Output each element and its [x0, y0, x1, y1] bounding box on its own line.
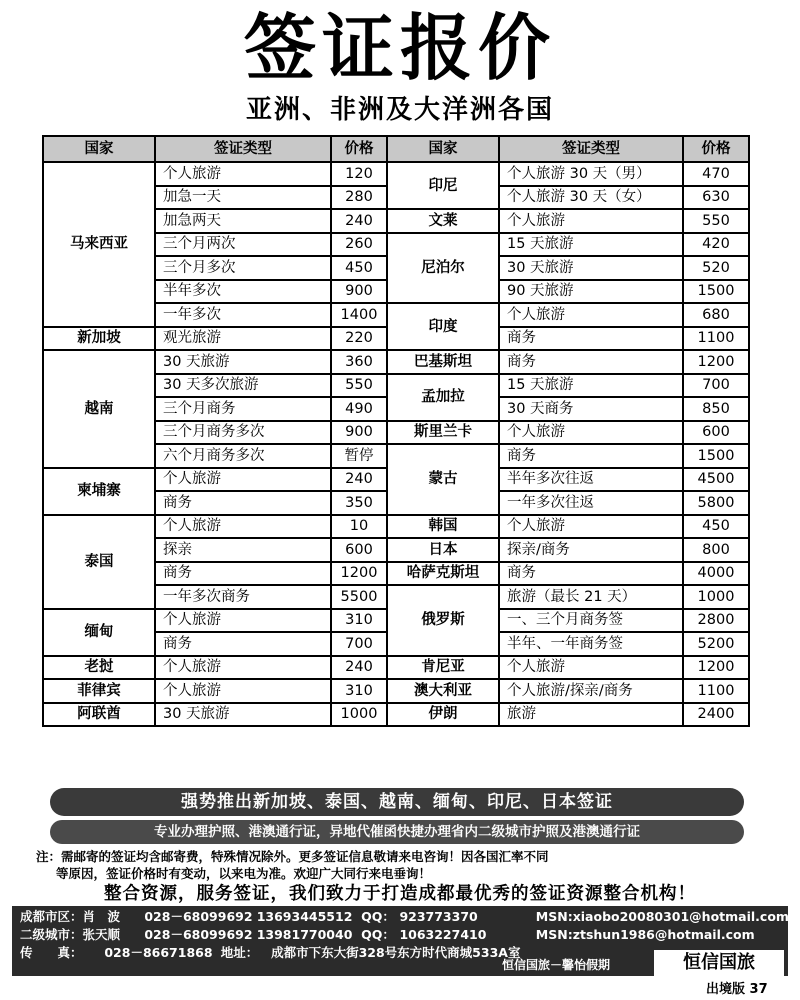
price-cell: 1100: [683, 679, 749, 703]
price-cell: 4500: [683, 468, 749, 492]
price-cell: 800: [683, 538, 749, 562]
visa-type-cell: 个人旅游: [155, 679, 331, 703]
country-cell: 阿联酋: [43, 703, 155, 727]
visa-type-cell: 个人旅游: [499, 656, 683, 680]
price-cell: 450: [331, 256, 387, 280]
price-cell: 630: [683, 186, 749, 210]
price-cell: 2400: [683, 703, 749, 727]
visa-type-cell: 观光旅游: [155, 327, 331, 351]
fax-label: 传 真：: [20, 945, 83, 960]
price-cell: 490: [331, 397, 387, 421]
country-cell: 尼泊尔: [387, 233, 499, 304]
price-cell: 1200: [683, 350, 749, 374]
table-row: [43, 703, 749, 727]
country-cell: 伊朗: [387, 703, 499, 727]
visa-type-cell: 一年多次商务: [155, 585, 331, 609]
visa-type-cell: 15 天旅游: [499, 233, 683, 257]
price-cell: 220: [331, 327, 387, 351]
visa-type-cell: 半年多次往返: [499, 468, 683, 492]
visa-type-cell: 个人旅游: [155, 609, 331, 633]
visa-type-cell: 旅游: [499, 703, 683, 727]
contact-phone: 028－68099692: [144, 927, 253, 942]
visa-type-cell: 30 天多次旅游: [155, 374, 331, 398]
contact-qq: 923773370: [399, 909, 478, 924]
country-cell: 马来西亚: [43, 162, 155, 327]
price-cell: 850: [683, 397, 749, 421]
price-cell: 350: [331, 491, 387, 515]
visa-type-cell: 三个月商务: [155, 397, 331, 421]
table-body: [43, 162, 749, 726]
price-cell: 700: [683, 374, 749, 398]
contact-msn: MSN:ztshun1986@hotmail.com: [535, 927, 755, 942]
brand-logo-text: 恒信国旅: [654, 950, 784, 976]
price-cell: 550: [683, 209, 749, 233]
visa-type-cell: 15 天旅游: [499, 374, 683, 398]
visa-type-cell: 一年多次: [155, 303, 331, 327]
price-cell: 310: [331, 609, 387, 633]
contact-row: [20, 926, 755, 944]
visa-type-cell: 30 天旅游: [155, 703, 331, 727]
visa-type-cell: 三个月两次: [155, 233, 331, 257]
contact-label: 成都市区：肖 波: [20, 909, 121, 924]
country-cell: 肯尼亚: [387, 656, 499, 680]
price-cell: 240: [331, 209, 387, 233]
visa-type-cell: 探亲: [155, 538, 331, 562]
country-cell: 蒙古: [387, 444, 499, 515]
contact-address: 成都市下东大街328号东方时代商城533A室: [271, 945, 521, 960]
price-cell: 600: [331, 538, 387, 562]
visa-type-cell: 90 天旅游: [499, 280, 683, 304]
price-cell: 900: [331, 280, 387, 304]
price-cell: 550: [331, 374, 387, 398]
country-cell: 老挝: [43, 656, 155, 680]
visa-type-cell: 个人旅游: [499, 421, 683, 445]
visa-type-cell: 半年多次: [155, 280, 331, 304]
price-cell: 1000: [331, 703, 387, 727]
column-header: 价格: [683, 136, 749, 162]
slogan: 整合资源，服务签证，我们致力于打造成都最优秀的签证资源整合机构！: [104, 884, 696, 904]
visa-type-cell: 半年、一年商务签: [499, 632, 683, 656]
contact-row: [20, 908, 789, 926]
visa-type-cell: 个人旅游: [155, 515, 331, 539]
table-row: [43, 679, 749, 703]
price-cell: 470: [683, 162, 749, 186]
country-cell: 泰国: [43, 515, 155, 609]
visa-type-cell: 旅游（最长 21 天）: [499, 585, 683, 609]
price-cell: 4000: [683, 562, 749, 586]
price-cell: 5800: [683, 491, 749, 515]
visa-type-cell: 个人旅游 30 天（男）: [499, 162, 683, 186]
contact-label: 二级城市：张天顺: [20, 927, 121, 942]
visa-type-cell: 个人旅游: [155, 162, 331, 186]
visa-type-cell: 商务: [155, 562, 331, 586]
visa-type-cell: 商务: [499, 327, 683, 351]
country-cell: 俄罗斯: [387, 585, 499, 656]
country-cell: 文莱: [387, 209, 499, 233]
country-cell: 日本: [387, 538, 499, 562]
service-banner: 专业办理护照、港澳通行证，异地代催函快捷办理省内二级城市护照及港澳通行证: [50, 820, 744, 844]
visa-type-cell: 个人旅游: [155, 656, 331, 680]
country-cell: 缅甸: [43, 609, 155, 656]
price-cell: 520: [683, 256, 749, 280]
visa-type-cell: 30 天旅游: [499, 256, 683, 280]
price-cell: 5500: [331, 585, 387, 609]
promo-banner: 强势推出新加坡、泰国、越南、缅甸、印尼、日本签证: [50, 788, 744, 816]
price-cell: 600: [683, 421, 749, 445]
country-cell: 菲律宾: [43, 679, 155, 703]
country-cell: 哈萨克斯坦: [387, 562, 499, 586]
visa-type-cell: 加急一天: [155, 186, 331, 210]
contact-mobile: 13981770040: [256, 927, 353, 942]
qq-label: QQ：: [361, 927, 395, 942]
price-cell: 1200: [331, 562, 387, 586]
country-cell: 孟加拉: [387, 374, 499, 421]
price-cell: 360: [331, 350, 387, 374]
table-header-row: [43, 136, 749, 162]
visa-type-cell: 商务: [499, 350, 683, 374]
visa-type-cell: 探亲/商务: [499, 538, 683, 562]
country-cell: 巴基斯坦: [387, 350, 499, 374]
price-cell: 1500: [683, 444, 749, 468]
visa-type-cell: 30 天旅游: [155, 350, 331, 374]
country-cell: 斯里兰卡: [387, 421, 499, 445]
country-cell: 越南: [43, 350, 155, 468]
visa-type-cell: 商务: [499, 562, 683, 586]
price-cell: 240: [331, 656, 387, 680]
visa-type-cell: 个人旅游: [155, 468, 331, 492]
price-cell: 1000: [683, 585, 749, 609]
country-cell: 柬埔寨: [43, 468, 155, 515]
price-cell: 1500: [683, 280, 749, 304]
column-header: 国家: [43, 136, 155, 162]
page-subtitle: 亚洲、非洲及大洋洲各国: [245, 95, 554, 125]
qq-label: QQ：: [361, 909, 395, 924]
visa-type-cell: 商务: [155, 491, 331, 515]
country-cell: 韩国: [387, 515, 499, 539]
contact-qq: 1063227410: [399, 927, 487, 942]
visa-type-cell: 六个月商务多次: [155, 444, 331, 468]
price-cell: 10: [331, 515, 387, 539]
column-header: 价格: [331, 136, 387, 162]
country-cell: 印尼: [387, 162, 499, 209]
country-cell: 新加坡: [43, 327, 155, 351]
visa-type-cell: 商务: [155, 632, 331, 656]
visa-type-cell: 三个月多次: [155, 256, 331, 280]
price-cell: 420: [683, 233, 749, 257]
address-label: 地址：: [220, 945, 259, 960]
country-cell: 印度: [387, 303, 499, 350]
price-cell: 1100: [683, 327, 749, 351]
visa-type-cell: 个人旅游: [499, 303, 683, 327]
price-cell: 310: [331, 679, 387, 703]
price-cell: 260: [331, 233, 387, 257]
contact-phone: 028－68099692: [144, 909, 253, 924]
contact-msn: MSN:xiaobo20080301@hotmail.com: [535, 909, 789, 924]
page-title: 签证报价: [243, 6, 556, 90]
table-row: [43, 656, 749, 680]
country-cell: 澳大利亚: [387, 679, 499, 703]
page-number: 出境版 37: [706, 982, 768, 997]
visa-type-cell: 三个月商务多次: [155, 421, 331, 445]
contact-mobile: 13693445512: [256, 909, 353, 924]
price-cell: 5200: [683, 632, 749, 656]
price-cell: 120: [331, 162, 387, 186]
table-row: [43, 162, 749, 186]
price-cell: 1400: [331, 303, 387, 327]
price-table-container: [42, 135, 748, 727]
visa-type-cell: 个人旅游: [499, 209, 683, 233]
agency-tagline: 恒信国旅－馨怡假期: [502, 958, 611, 972]
column-header: 签证类型: [155, 136, 331, 162]
price-cell: 暂停: [331, 444, 387, 468]
contact-row: [20, 944, 520, 962]
note-line: 等原因，签证价格时有变动，以来电为准。欢迎广大同行来电垂询！: [56, 866, 432, 881]
price-cell: 680: [683, 303, 749, 327]
visa-type-cell: 一年多次往返: [499, 491, 683, 515]
price-cell: 450: [683, 515, 749, 539]
note-block: [36, 848, 766, 882]
visa-type-cell: 个人旅游: [499, 515, 683, 539]
visa-type-cell: 30 天商务: [499, 397, 683, 421]
price-cell: 2800: [683, 609, 749, 633]
table-row: [43, 350, 749, 374]
price-cell: 240: [331, 468, 387, 492]
visa-type-cell: 个人旅游 30 天（女）: [499, 186, 683, 210]
price-cell: 280: [331, 186, 387, 210]
visa-type-cell: 一、三个月商务签: [499, 609, 683, 633]
price-cell: 700: [331, 632, 387, 656]
visa-price-table: [42, 135, 750, 727]
visa-type-cell: 商务: [499, 444, 683, 468]
note-line: 注：需邮寄的签证均含邮寄费，特殊情况除外。更多签证信息敬请来电咨询！因各国汇率不同: [36, 849, 549, 864]
price-cell: 900: [331, 421, 387, 445]
column-header: 签证类型: [499, 136, 683, 162]
price-cell: 1200: [683, 656, 749, 680]
visa-type-cell: 加急两天: [155, 209, 331, 233]
column-header: 国家: [387, 136, 499, 162]
contact-fax: 028－86671868: [104, 945, 213, 960]
visa-type-cell: 个人旅游/探亲/商务: [499, 679, 683, 703]
table-row: [43, 515, 749, 539]
